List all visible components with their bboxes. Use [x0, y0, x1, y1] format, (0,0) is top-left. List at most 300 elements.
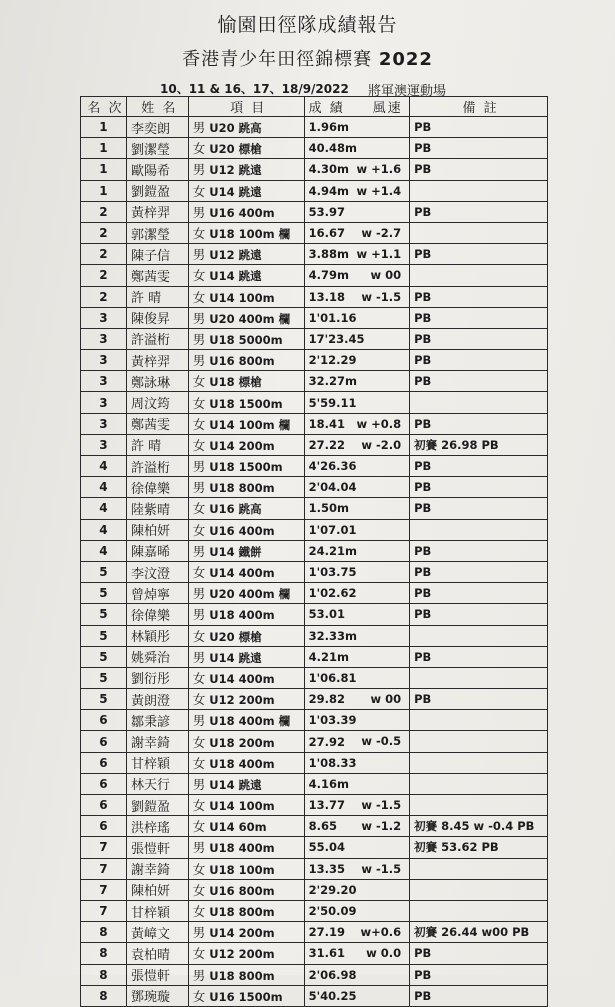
col-header-name: 姓 名	[126, 97, 188, 117]
meet-venue: 將軍澳運動場	[368, 84, 447, 99]
rank-cell: 5	[81, 646, 127, 667]
result-value: 1.96m	[308, 120, 349, 135]
result-cell	[304, 180, 410, 201]
athlete-name-cell: 鄧琬璇	[126, 985, 188, 1006]
gender-label: 女	[192, 734, 206, 750]
result-value: 55.04	[308, 840, 345, 855]
gender-label: 女	[192, 565, 206, 581]
gender-label: 女	[192, 670, 206, 686]
table-row	[81, 943, 548, 964]
result-cell	[304, 816, 410, 837]
event-cell	[188, 816, 304, 837]
event-cell	[188, 265, 304, 286]
gender-label: 男	[192, 840, 206, 856]
table-row	[81, 307, 548, 328]
gender-label: 女	[192, 289, 206, 305]
event-cell	[188, 286, 304, 307]
event-cell	[188, 667, 304, 688]
gender-label: 女	[192, 946, 206, 962]
wind-value: w -2.7	[361, 225, 402, 240]
table-row	[81, 456, 548, 477]
remarks-cell	[410, 752, 548, 773]
event-label: U16 400m	[209, 523, 275, 538]
gender-label: 女	[192, 798, 206, 814]
table-row	[81, 159, 548, 180]
result-value: 27.92	[308, 734, 345, 749]
wind-value: w +1.1	[356, 247, 402, 262]
event-cell	[188, 985, 304, 1006]
athlete-name-cell: 劉鎧盈	[126, 795, 188, 816]
athlete-name-cell: 鄭茜雯	[126, 413, 188, 434]
rank-cell: 1	[81, 138, 127, 159]
table-row	[81, 540, 548, 561]
rank-cell: 8	[81, 922, 127, 943]
result-cell	[304, 286, 410, 307]
wind-value: w -0.5	[361, 734, 402, 749]
rank-cell: 4	[81, 498, 127, 519]
gender-label: 男	[192, 459, 206, 475]
result-cell	[304, 222, 410, 243]
table-row	[81, 985, 548, 1006]
athlete-name-cell: 陸紫晴	[126, 498, 188, 519]
athlete-name-cell: 陳柏妍	[126, 519, 188, 540]
result-value: 4.30m	[308, 162, 349, 177]
table-row	[81, 922, 548, 943]
col-header-wind-label: 風速	[372, 101, 403, 116]
event-label: U16 800m	[209, 354, 275, 369]
result-value: 8.65	[308, 819, 337, 834]
remarks-cell: PB	[410, 985, 548, 1006]
gender-label: 男	[192, 607, 206, 623]
result-cell	[304, 922, 410, 943]
rank-cell: 7	[81, 858, 127, 879]
remarks-cell: PB	[410, 583, 548, 604]
remarks-cell: PB	[410, 646, 548, 667]
athlete-name-cell: 曾焯寧	[126, 583, 188, 604]
event-label: U18 400m	[209, 841, 275, 856]
remarks-cell	[410, 519, 548, 540]
remarks-cell	[410, 392, 548, 413]
event-cell	[188, 900, 304, 921]
result-value: 1'01.16	[308, 310, 357, 325]
remarks-cell	[410, 773, 548, 794]
rank-cell: 1	[81, 180, 127, 201]
table-row	[81, 900, 548, 921]
col-header-result	[304, 97, 410, 117]
result-cell	[304, 201, 410, 222]
gender-label: 女	[192, 226, 206, 242]
rank-cell: 2	[81, 286, 127, 307]
event-label: U18 800m	[209, 905, 275, 920]
event-label: U14 200m	[209, 438, 275, 453]
remarks-cell: PB	[410, 371, 548, 392]
athlete-name-cell: 黃梓羿	[126, 201, 188, 222]
result-value: 13.77	[308, 798, 345, 813]
gender-label: 男	[192, 353, 206, 369]
gender-label: 女	[192, 988, 206, 1004]
result-value: 53.01	[308, 607, 345, 622]
rank-cell: 2	[81, 222, 127, 243]
remarks-cell: PB	[410, 561, 548, 582]
meet-dates: 10、11 & 16、17、18/9/2022	[160, 82, 349, 96]
rank-cell: 3	[81, 350, 127, 371]
table-row	[81, 392, 548, 413]
remarks-cell	[410, 625, 548, 646]
remarks-cell: PB	[410, 689, 548, 710]
rank-cell: 8	[81, 943, 127, 964]
result-cell	[304, 795, 410, 816]
gender-label: 男	[192, 120, 206, 136]
result-value: 2'04.04	[308, 480, 357, 495]
result-value: 53.97	[308, 204, 345, 219]
event-cell	[188, 646, 304, 667]
remarks-cell	[410, 858, 548, 879]
result-value: 32.33m	[308, 628, 357, 643]
gender-label: 女	[192, 268, 206, 284]
table-row	[81, 837, 548, 858]
remarks-cell	[410, 795, 548, 816]
result-cell	[304, 900, 410, 921]
rank-cell: 6	[81, 773, 127, 794]
table-row	[81, 519, 548, 540]
gender-label: 女	[192, 416, 206, 432]
rank-cell: 6	[81, 795, 127, 816]
event-label: U18 400m	[209, 756, 275, 771]
result-cell	[304, 159, 410, 180]
event-label: U14 400m	[209, 566, 275, 581]
result-value: 13.35	[308, 861, 345, 876]
event-label: U18 1500m	[209, 460, 283, 475]
result-value: 13.18	[308, 289, 345, 304]
result-value: 4.94m	[308, 183, 349, 198]
remarks-cell: PB	[410, 477, 548, 498]
result-cell	[304, 117, 410, 138]
event-label: U18 1500m	[209, 396, 283, 411]
event-cell	[188, 604, 304, 625]
result-value: 27.22	[308, 437, 345, 452]
result-value: 16.67	[308, 226, 345, 241]
rank-cell: 4	[81, 519, 127, 540]
table-row	[81, 561, 548, 582]
gender-label: 男	[192, 713, 206, 729]
table-row	[81, 180, 548, 201]
rank-cell: 5	[81, 689, 127, 710]
wind-value: w 00	[370, 268, 402, 283]
event-cell	[188, 795, 304, 816]
result-cell	[304, 244, 410, 265]
result-cell	[304, 858, 410, 879]
rank-cell: 3	[81, 392, 127, 413]
athlete-name-cell: 許 晴	[126, 286, 188, 307]
event-label: U20 標槍	[209, 629, 262, 644]
wind-value: w -1.5	[361, 861, 402, 876]
gender-label: 女	[192, 882, 206, 898]
event-label: U20 跳高	[209, 121, 262, 136]
event-label: U18 標槍	[209, 375, 262, 390]
gender-label: 女	[192, 437, 206, 453]
athlete-name-cell: 鄭茜雯	[126, 265, 188, 286]
event-cell	[188, 180, 304, 201]
gender-label: 女	[192, 522, 206, 538]
table-row	[81, 689, 548, 710]
result-cell	[304, 307, 410, 328]
result-cell	[304, 710, 410, 731]
athlete-name-cell: 李奕朗	[126, 117, 188, 138]
event-cell	[188, 540, 304, 561]
athlete-name-cell: 謝幸錡	[126, 731, 188, 752]
result-cell	[304, 371, 410, 392]
event-label: U16 400m	[209, 205, 275, 220]
result-value: 5'59.11	[308, 395, 357, 410]
result-value: 2'29.20	[308, 882, 357, 897]
result-value: 4'26.36	[308, 459, 357, 474]
rank-cell: 8	[81, 985, 127, 1006]
wind-value: w -1.5	[361, 289, 402, 304]
rank-cell: 1	[81, 117, 127, 138]
event-cell	[188, 943, 304, 964]
result-value: 31.61	[308, 946, 345, 961]
event-label: U12 跳遠	[209, 248, 262, 263]
result-cell	[304, 519, 410, 540]
event-label: U18 100m 欄	[209, 227, 291, 242]
event-cell	[188, 837, 304, 858]
remarks-cell: PB	[410, 350, 548, 371]
rank-cell: 8	[81, 964, 127, 985]
event-cell	[188, 858, 304, 879]
event-cell	[188, 328, 304, 349]
event-label: U16 跳高	[209, 502, 262, 517]
athlete-name-cell: 許溢桁	[126, 328, 188, 349]
result-value: 24.21m	[308, 543, 357, 558]
table-row	[81, 413, 548, 434]
table-row	[81, 434, 548, 455]
event-cell	[188, 477, 304, 498]
athlete-name-cell: 鄒秉諺	[126, 710, 188, 731]
event-cell	[188, 583, 304, 604]
gender-label: 男	[192, 776, 206, 792]
rank-cell: 4	[81, 456, 127, 477]
result-cell	[304, 837, 410, 858]
event-label: U14 跳遠	[209, 184, 262, 199]
athlete-name-cell: 鄭詠琳	[126, 371, 188, 392]
table-row	[81, 286, 548, 307]
result-cell	[304, 625, 410, 646]
event-cell	[188, 413, 304, 434]
gender-label: 男	[192, 480, 206, 496]
remarks-cell	[410, 879, 548, 900]
result-value: 29.82	[308, 692, 345, 707]
rank-cell: 4	[81, 540, 127, 561]
result-value: 1'07.01	[308, 522, 357, 537]
event-cell	[188, 350, 304, 371]
remarks-cell: PB	[410, 328, 548, 349]
result-value: 3.88m	[308, 247, 349, 262]
result-cell	[304, 498, 410, 519]
remarks-cell: PB	[410, 159, 548, 180]
result-value: 2'06.98	[308, 967, 357, 982]
result-value: 18.41	[308, 416, 345, 431]
event-label: U20 標槍	[209, 142, 262, 157]
result-cell	[304, 943, 410, 964]
event-label: U20 400m 欄	[209, 311, 291, 326]
gender-label: 女	[192, 755, 206, 771]
rank-cell: 5	[81, 561, 127, 582]
event-label: U16 1500m	[209, 989, 283, 1004]
remarks-cell	[410, 731, 548, 752]
remarks-cell	[410, 180, 548, 201]
event-label: U14 跳遠	[209, 777, 262, 792]
remarks-cell: PB	[410, 117, 548, 138]
result-cell	[304, 392, 410, 413]
rank-cell: 3	[81, 328, 127, 349]
event-label: U14 跳遠	[209, 269, 262, 284]
athlete-name-cell: 陳柏妍	[126, 879, 188, 900]
athlete-name-cell: 張愷軒	[126, 837, 188, 858]
athlete-name-cell: 林穎彤	[126, 625, 188, 646]
result-value: 4.21m	[308, 649, 349, 664]
athlete-name-cell: 徐偉樂	[126, 477, 188, 498]
event-cell	[188, 307, 304, 328]
event-label: U14 100m	[209, 290, 275, 305]
result-value: 2'12.29	[308, 353, 357, 368]
wind-value: w +1.6	[356, 162, 402, 177]
meet-year: 2022	[378, 49, 433, 70]
rank-cell: 1	[81, 159, 127, 180]
gender-label: 女	[192, 501, 206, 517]
wind-value: w -1.5	[361, 798, 402, 812]
event-cell	[188, 498, 304, 519]
event-label: U12 200m	[209, 947, 275, 962]
event-cell	[188, 922, 304, 943]
meet-name	[0, 45, 615, 71]
athlete-name-cell: 陳嘉晞	[126, 540, 188, 561]
remarks-cell: PB	[410, 498, 548, 519]
remarks-cell: PB	[410, 604, 548, 625]
event-cell	[188, 392, 304, 413]
result-cell	[304, 879, 410, 900]
table-row	[81, 625, 548, 646]
result-cell	[304, 328, 410, 349]
event-label: U16 800m	[209, 883, 275, 898]
table-row	[81, 816, 548, 837]
event-cell	[188, 117, 304, 138]
col-header-event: 項 目	[188, 97, 304, 117]
result-value: 1.50m	[308, 501, 349, 516]
result-value: 1'03.75	[308, 565, 357, 580]
result-cell	[304, 752, 410, 773]
athlete-name-cell: 姚舜治	[126, 646, 188, 667]
gender-label: 女	[192, 904, 206, 920]
gender-label: 男	[192, 925, 206, 941]
remarks-cell: PB	[410, 943, 548, 964]
result-cell	[304, 350, 410, 371]
results-table	[80, 96, 548, 1007]
result-cell	[304, 689, 410, 710]
event-cell	[188, 434, 304, 455]
result-cell	[304, 731, 410, 752]
remarks-cell: 初賽 26.44 w00 PB	[410, 922, 548, 943]
table-row	[81, 795, 548, 816]
rank-cell: 5	[81, 625, 127, 646]
rank-cell: 2	[81, 201, 127, 222]
event-cell	[188, 731, 304, 752]
event-cell	[188, 456, 304, 477]
event-label: U18 400m	[209, 608, 275, 623]
remarks-cell: PB	[410, 540, 548, 561]
remarks-cell: PB	[410, 138, 548, 159]
result-value: 1'03.39	[308, 713, 357, 728]
table-row	[81, 858, 548, 879]
rank-cell: 4	[81, 477, 127, 498]
event-label: U12 200m	[209, 693, 275, 708]
athlete-name-cell: 謝幸錡	[126, 858, 188, 879]
rank-cell: 7	[81, 900, 127, 921]
event-label: U18 200m	[209, 735, 275, 750]
remarks-cell	[410, 710, 548, 731]
table-row	[81, 667, 548, 688]
result-cell	[304, 583, 410, 604]
event-cell	[188, 752, 304, 773]
athlete-name-cell: 黃梓羿	[126, 350, 188, 371]
table-row	[81, 222, 548, 243]
event-label: U18 5000m	[209, 332, 283, 347]
result-cell	[304, 985, 410, 1006]
event-label: U20 400m 欄	[209, 587, 291, 602]
col-header-rank: 名 次	[81, 97, 127, 117]
gender-label: 男	[192, 649, 206, 665]
result-value: 1'02.62	[308, 586, 357, 601]
result-cell	[304, 434, 410, 455]
rank-cell: 3	[81, 371, 127, 392]
remarks-cell: PB	[410, 286, 548, 307]
wind-value: w 0.0	[366, 946, 402, 961]
wind-value: w 00	[370, 692, 402, 707]
table-row	[81, 752, 548, 773]
athlete-name-cell: 許溢桁	[126, 456, 188, 477]
rank-cell: 7	[81, 879, 127, 900]
remarks-cell	[410, 222, 548, 243]
result-cell	[304, 477, 410, 498]
event-label: U14 200m	[209, 926, 275, 941]
remarks-cell: PB	[410, 244, 548, 265]
event-label: U12 跳遠	[209, 163, 262, 178]
gender-label: 男	[192, 331, 206, 347]
event-label: U18 800m	[209, 968, 275, 983]
rank-cell: 6	[81, 752, 127, 773]
athlete-name-cell: 李汶澄	[126, 561, 188, 582]
event-cell	[188, 773, 304, 794]
athlete-name-cell: 黃嶂文	[126, 922, 188, 943]
report-title: 愉園田徑隊成績報告	[217, 14, 398, 36]
table-row	[81, 604, 548, 625]
table-header-row	[81, 97, 548, 117]
athlete-name-cell: 陳俊昇	[126, 307, 188, 328]
athlete-name-cell: 周汶筠	[126, 392, 188, 413]
event-cell	[188, 879, 304, 900]
remarks-cell: 初賽 26.98 PB	[410, 434, 548, 455]
result-cell	[304, 456, 410, 477]
athlete-name-cell: 劉潔瑩	[126, 138, 188, 159]
event-label: U18 800m	[209, 481, 275, 496]
table-row	[81, 583, 548, 604]
event-label: U14 跳遠	[209, 650, 262, 665]
col-header-result-label: 成 績	[308, 101, 345, 116]
table-row	[81, 328, 548, 349]
event-label: U14 60m	[209, 820, 267, 835]
table-row	[81, 350, 548, 371]
event-cell	[188, 222, 304, 243]
rank-cell: 2	[81, 265, 127, 286]
